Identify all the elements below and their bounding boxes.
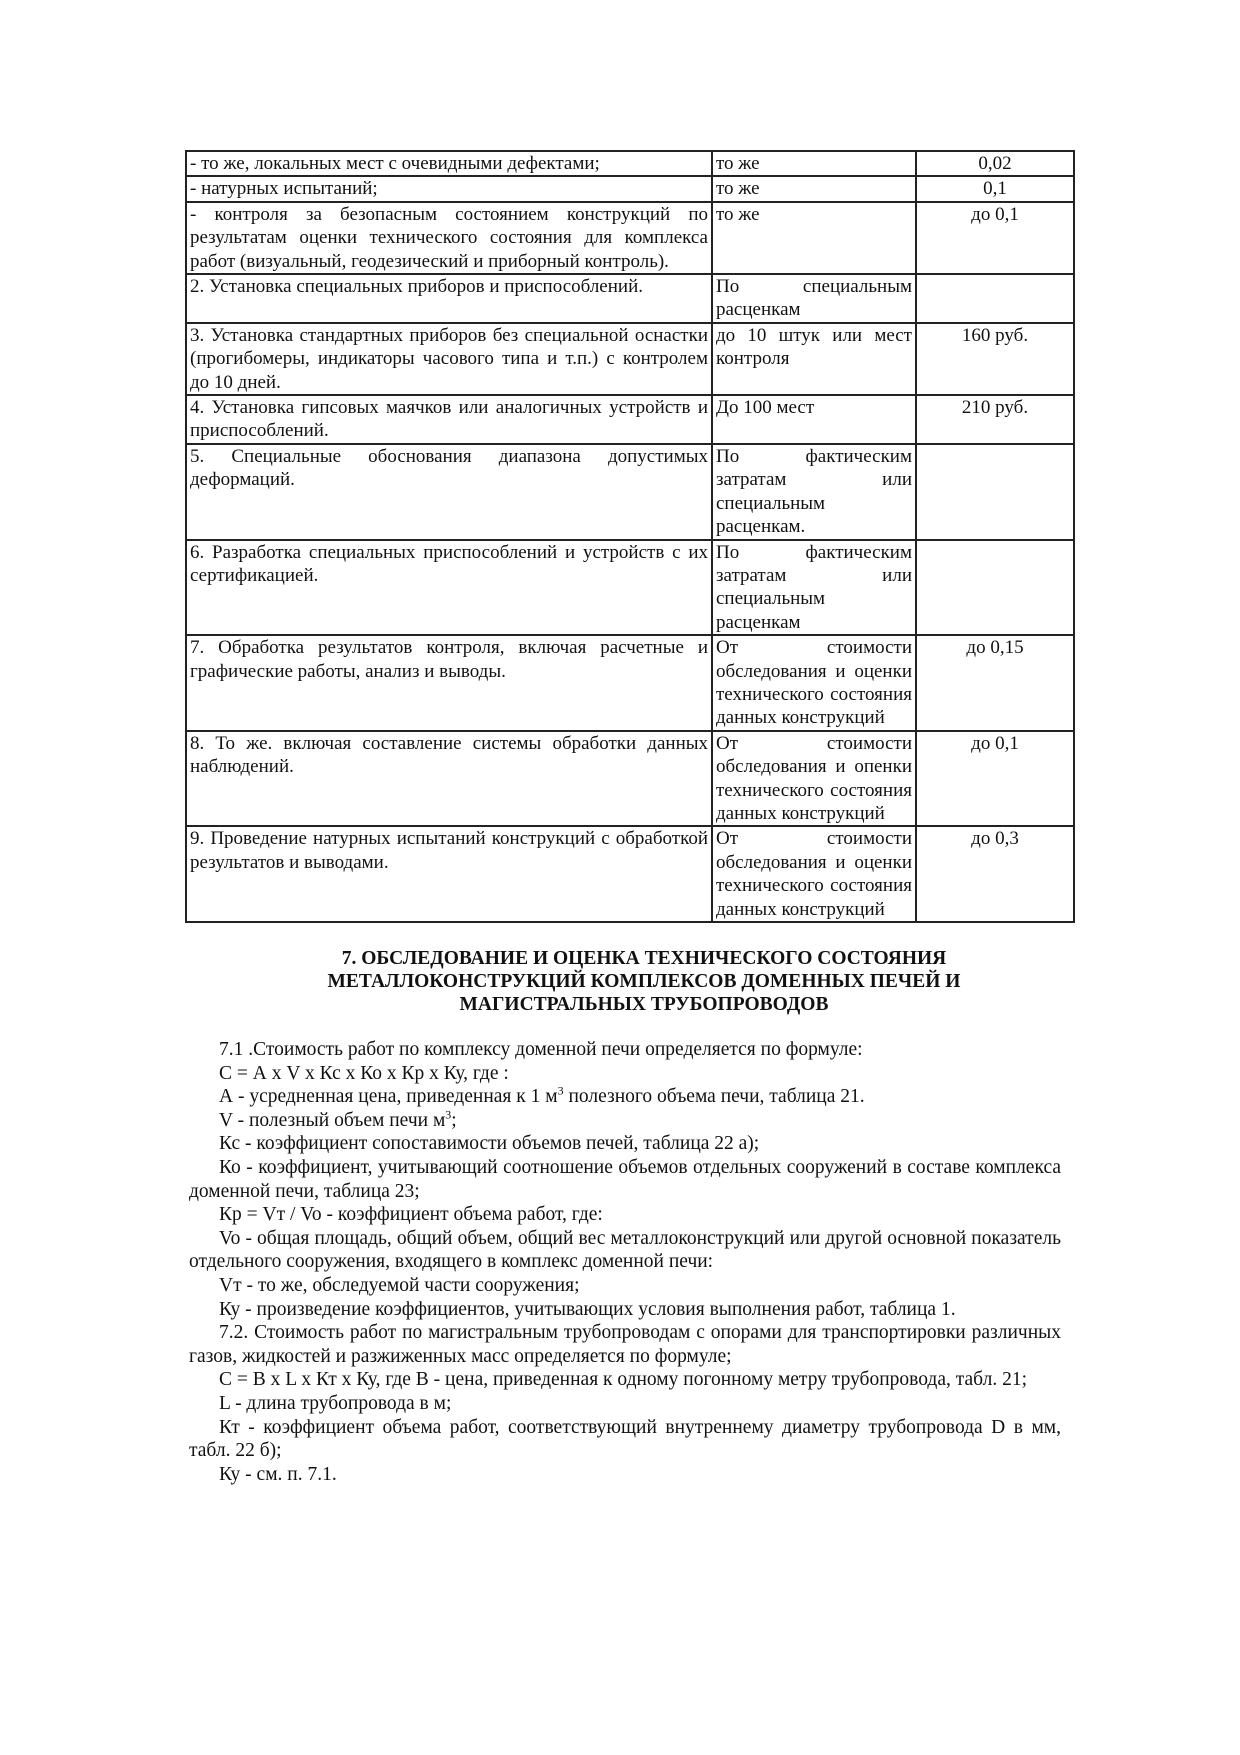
unit-cell: до 10 штук или мест контроля xyxy=(712,323,916,395)
unit-cell: По фактическим затратам или специальным расценкам xyxy=(712,540,916,636)
definition-kp: Кр = Vт / Vo - коэффициент объема работ, где: xyxy=(219,1204,603,1226)
work-cell: 9. Проведение натурных испытаний конструкций с обработкой результатов и выводами. xyxy=(186,826,712,922)
section-title xyxy=(185,947,1063,1016)
paragraph-7-2: 7.2. Стоимость работ по магистральным трубопроводам с опорами для транспортировки различных газов, жидкостей и разжиженных масс определяется по формуле; xyxy=(189,1322,1061,1367)
table-row xyxy=(186,635,1074,731)
work-cell: - контроля за безопасным состоянием конструкций по результатам оценки технического состояния для комплекса работ (визуальный, геодезический и приборный контроль). xyxy=(186,202,712,274)
definition-a xyxy=(189,1085,1061,1109)
definition-vo: Vo - общая площадь, общий объем, общий вес металлоконструкций или другой основной показатель отдельного сооружения, входящего в комплекс доменной печи: xyxy=(189,1227,1061,1273)
unit-cell: то же xyxy=(712,202,916,274)
table-row xyxy=(186,176,1074,201)
unit-cell: По специальным расценкам xyxy=(712,274,916,323)
value-cell: до 0,1 xyxy=(916,202,1074,274)
price-table-body xyxy=(186,151,1074,922)
section-title-line-2: МЕТАЛЛОКОНСТРУКЦИЙ КОМПЛЕКСОВ ДОМЕННЫХ ПЕЧЕЙ И xyxy=(327,971,961,992)
section-title-line-3: МАГИСТРАЛЬНЫХ ТРУБОПРОВОДОВ xyxy=(459,994,829,1015)
paragraph-7-1: 7.1 .Стоимость работ по комплексу доменной печи определяется по формуле: xyxy=(219,1039,863,1060)
definition-l: L - длина трубопровода в м; xyxy=(219,1392,452,1414)
table-row xyxy=(186,444,1074,540)
unit-cell: До 100 мест xyxy=(712,395,916,444)
definition-ky: Ку - произведение коэффициентов, учитывающих условия выполнения работ, таблица 1. xyxy=(219,1298,956,1320)
price-table xyxy=(185,150,1075,923)
definition-a-tail: полезного объема печи, таблица 21. xyxy=(563,1086,865,1108)
value-cell: до 0,1 xyxy=(916,731,1074,827)
table-row xyxy=(186,826,1074,922)
value-cell xyxy=(916,540,1074,636)
value-cell: 160 руб. xyxy=(916,323,1074,395)
value-cell: 0,1 xyxy=(916,176,1074,201)
table-row xyxy=(186,395,1074,444)
table-row xyxy=(186,202,1074,274)
work-cell: 4. Установка гипсовых маячков или аналогичных устройств и приспособлений. xyxy=(186,395,712,444)
unit-cell: По фактическим затратам или специальным расценкам. xyxy=(712,444,916,540)
table-row xyxy=(186,540,1074,636)
value-cell xyxy=(916,444,1074,540)
document-page xyxy=(185,150,1063,1486)
value-cell: до 0,15 xyxy=(916,635,1074,731)
work-cell: 3. Установка стандартных приборов без специальной оснастки (прогибомеры, индикаторы часового типа и т.п.) с контролем до 10 дней. xyxy=(186,323,712,395)
value-cell: до 0,3 xyxy=(916,826,1074,922)
work-cell: 7. Обработка результатов контроля, включая расчетные и графические работы, анализ и выводы. xyxy=(186,635,712,731)
definition-kt: Кт - коэффициент объема работ, соответствующий внутреннему диаметру трубопровода D в мм, табл. 22 б); xyxy=(189,1416,1061,1462)
unit-cell: От стоимости обследования и опенки технического состояния данных конструкций xyxy=(712,731,916,827)
definition-v-sup: 3 xyxy=(445,1107,452,1122)
definition-v-tail: ; xyxy=(451,1109,457,1131)
value-cell: 0,02 xyxy=(916,151,1074,176)
section-body xyxy=(185,1038,1063,1486)
work-cell: - то же, локальных мест с очевидными дефектами; xyxy=(186,151,712,176)
value-cell: 210 руб. xyxy=(916,395,1074,444)
formula-pipeline: С = В х L х Кт х Ку, где В - цена, приведенная к одному погонному метру трубопровода, табл. 21; xyxy=(219,1369,1028,1391)
formula-blast-furnace: С = А х V х Кс х Ко х Кр х Ку, где : xyxy=(219,1062,509,1084)
work-cell: 5. Специальные обоснования диапазона допустимых деформаций. xyxy=(186,444,712,540)
unit-cell: то же xyxy=(712,151,916,176)
definition-vt: Vт - то же, обследуемой части сооружения; xyxy=(219,1274,580,1296)
table-row xyxy=(186,274,1074,323)
unit-cell: От стоимости обследования и оценки технического состояния данных конструкций xyxy=(712,826,916,922)
table-row xyxy=(186,323,1074,395)
unit-cell: От стоимости обследования и оценки технического состояния данных конструкций xyxy=(712,635,916,731)
value-cell xyxy=(916,274,1074,323)
work-cell: 6. Разработка специальных приспособлений и устройств с их сертификацией. xyxy=(186,540,712,636)
work-cell: - натурных испытаний; xyxy=(186,176,712,201)
table-row xyxy=(186,731,1074,827)
definition-v-text: V - полезный объем печи м xyxy=(219,1109,446,1131)
definition-v xyxy=(189,1109,1061,1133)
work-cell: 8. То же. включая составление системы обработки данных наблюдений. xyxy=(186,731,712,827)
table-row xyxy=(186,151,1074,176)
definition-a-text: А - усредненная цена, приведенная к 1 м xyxy=(219,1086,558,1108)
definition-a-sup: 3 xyxy=(557,1083,564,1098)
work-cell: 2. Установка специальных приборов и приспособлений. xyxy=(186,274,712,323)
unit-cell: то же xyxy=(712,176,916,201)
section-title-line-1: 7. ОБСЛЕДОВАНИЕ И ОЦЕНКА ТЕХНИЧЕСКОГО СОСТОЯНИЯ xyxy=(341,948,947,969)
definition-ko: Ко - коэффициент, учитывающий соотношение объемов отдельных сооружений в составе комплекса доменной печи, таблица 23; xyxy=(189,1156,1061,1202)
definition-kc: Кс - коэффициент сопоставимости объемов печей, таблица 22 а); xyxy=(219,1133,760,1155)
definition-ky-ref: Ку - см. п. 7.1. xyxy=(219,1463,337,1485)
